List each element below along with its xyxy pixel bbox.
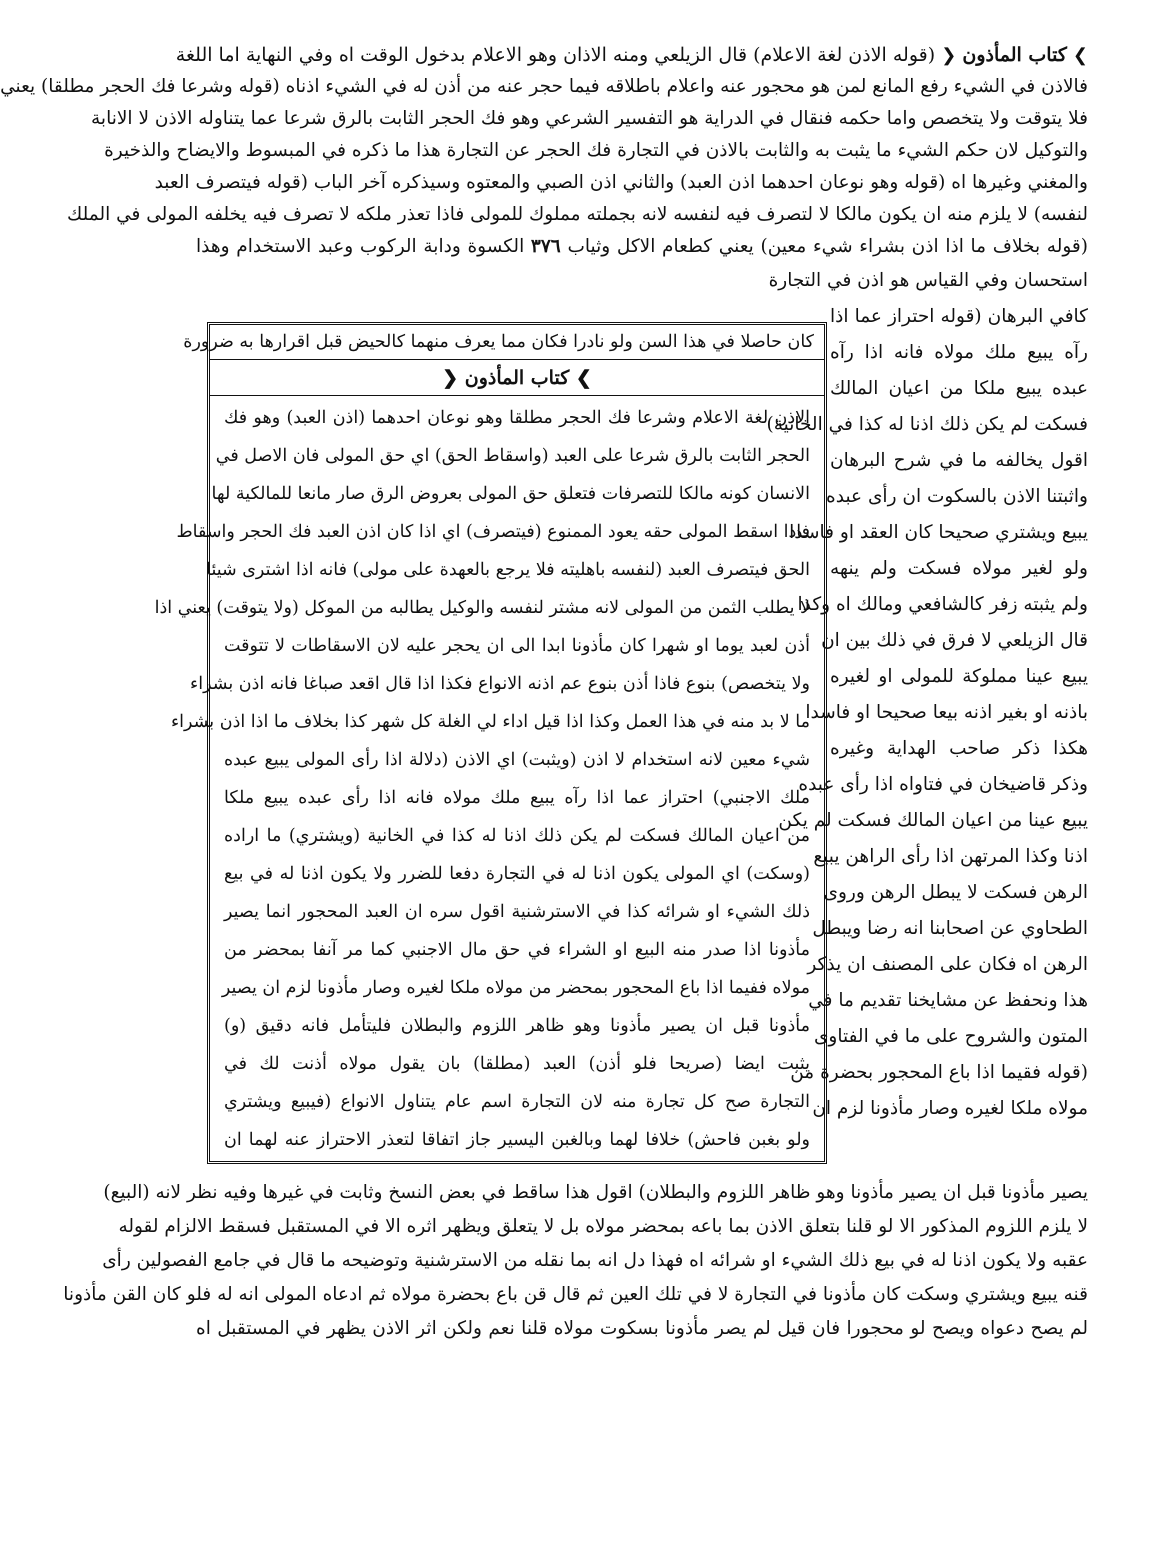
frame-line: شيء معين لانه استخدام لا اذن (ويثبت) اي الاذن (دلالة اذا رأى المولى يبيع عبده [224, 750, 810, 770]
bottom-line: عقبه ولا يكون اذنا له في بيع ذلك الشيء او شرائه اه فهذا دل انه بما نقله من الاسترشنية وتوضيحه ما قال في جامع الفصولين رأى [102, 1250, 1088, 1271]
top-line [196, 232, 1088, 262]
top-line-part: الكسوة ودابة الركوب وعبد الاستخدام وهذا [196, 236, 525, 257]
side-line: الطحاوي عن اصحابنا انه رضا ويبطل [812, 918, 1088, 939]
chapter-header-line [175, 40, 1088, 70]
side-line: هذا ونحفظ عن مشايخنا تقديم ما في [808, 990, 1088, 1011]
side-line: اقول يخالفه ما في شرح البرهان [830, 450, 1088, 471]
header-text: (قوله الاذن لغة الاعلام) قال الزيلعي ومنه الاذان وهو الاعلام بدخول الوقت اه وفي النهاية اما اللغة [175, 44, 936, 66]
side-line: استحسان وفي القياس هو اذن في التجارة [768, 270, 1088, 291]
frame-line: أذن لعبد يوما او شهرا كان مأذونا ابدا الى ان يحجر عليه لان الاسقاطات لا تتوقت [224, 636, 810, 656]
top-line: فلا يتوقت ولا يتخصص واما حكمه فنقال في الدراية هو التفسير الشرعي وهو فك الحجر الثابت بالرق شرعا عما يتناوله الاذن لا الانابة [91, 108, 1088, 129]
frame-line: من اعيان المالك فسكت لم يكن ذلك اذنا له كذا في الخانية (ويشتري) ما اراده [224, 826, 810, 846]
frame-line: الحجر الثابت بالرق شرعا على العبد (واسقاط الحق) اي حق المولى فان الاصل في [215, 446, 810, 466]
bottom-line: قنه يبيع ويشتري وسكت كان مأذونا في التجارة لا في تلك العين ثم قال قن باع بحضرة مولاه ثم ادعاه المولى انه له فلو كان القن مأذونا [63, 1284, 1088, 1305]
side-line: المتون والشروح على ما في الفتاوى [813, 1026, 1088, 1047]
top-line: والتوكيل لان حكم الشيء ما يثبت به والثابت بالاذن في التجارة فك الحجر عن التجارة هذا ما ذكره في المبسوط والايضاح والذخيرة [104, 140, 1088, 161]
frame-line: التجارة صح كل تجارة منه لان التجارة اسم عام يتناول الانواع (فيبيع ويشتري [224, 1092, 810, 1112]
frame-line: (وسكت) اي المولى يكون اذنا له في التجارة دفعا للضرر ولا يكون اذنا له في بيع [224, 864, 810, 884]
side-line: اذنا وكذا المرتهن اذا رأى الراهن يبيع [813, 846, 1088, 867]
bottom-line: لا يلزم اللزوم المذكور الا لو قلنا بتعلق الاذن بما باعه بمحضر مولاه بل لا يتعلق ويظهر اثره الا في المستقبل فسقط الالزام لقوله [118, 1216, 1088, 1237]
frame-line: ولو بغبن فاحش) خلافا لهما وبالغبن اليسير جاز اتفاقا لتعذر الاحتراز عنه لهما ان [224, 1130, 810, 1150]
top-line: والمغني وغيرها اه (قوله وهو نوعان احدهما اذن العبد) والثاني اذن الصبي والمعتوه وسيذكره آخر الباب (قوله فيتصرف العبد [154, 172, 1088, 193]
side-line: هكذا ذكر صاحب الهداية وغيره [830, 738, 1088, 759]
frame-line: الانسان كونه مالكا للتصرفات فتعلق حق المولى بعروض الرق صار مانعا للمالكية لها [211, 484, 810, 504]
frame-line: فاذا اسقط المولى حقه يعود الممنوع (فيتصرف) اي اذا كان اذن العبد فك الحجر واسقاط [176, 522, 810, 542]
side-line: (قوله فقيما اذا باع المحجور بحضرة من [790, 1062, 1088, 1083]
side-line: مولاه ملكا لغيره وصار مأذونا لزم ان [812, 1098, 1088, 1119]
main-text-frame [154, 322, 827, 1164]
frame-chapter-title [210, 361, 824, 396]
frame-line: مأذونا قبل ان يصير مأذونا وهو ظاهر اللزوم والبطلان فليتأمل فانه دقيق (و) [224, 1016, 810, 1036]
frame-head-note: كان حاصلا في هذا السن ولو نادرا فكان مما يعرف منهما كالحيض قبل اقرارها به ضرورة [210, 325, 824, 360]
frame-line: الحق فيتصرف العبد (لنفسه باهليته فلا يرجع بالعهدة على مولى) فانه اذا اشترى شيئا [206, 560, 810, 580]
frame-line: ذلك الشيء او شرائه كذا في الاسترشنية اقول سره ان العبد المحجور انما يصير [224, 902, 810, 922]
top-line: لنفسه) لا يلزم منه ان يكون مالكا لا لتصرف فيه لنفسه لانه بجملته مملوك للمولى فاذا تعذر ملكه لا تصرف فيه يخلفه المولى في الملك [67, 204, 1088, 225]
bottom-line: لم يصح دعواه ويصح لو محجورا فان قيل لم يصر مأذونا بسكوت مولاه قلنا نعم ولكن اثر الاذن يظهر في المستقبل اه [196, 1318, 1088, 1339]
ornament-right-icon: ❯ [575, 367, 592, 389]
frame-line: ما لا بد منه في هذا العمل وكذا اذا قيل اداء لي الغلة كل شهر كذا بخلاف ما اذا اذن بشراء [170, 712, 810, 732]
frame-title-text: كتاب المأذون [464, 367, 570, 389]
side-line: الرهن فسكت لا يبطل الرهن وروى [823, 882, 1088, 903]
side-line: واثبتنا الاذن بالسكوت ان رأى عبده [826, 486, 1088, 507]
bottom-line: يصير مأذونا قبل ان يصير مأذونا وهو ظاهر اللزوم والبطلان) اقول هذا ساقط في بعض النسخ وثابت في غيرها وفيه نظر لانه (البيع) [103, 1182, 1088, 1203]
ornament-left-icon: ❮ [442, 367, 459, 389]
frame-line: لا يطلب الثمن من المولى لانه مشتر لنفسه والوكيل يطالبه من الموكل (ولا يتوقت) يعني اذا [154, 598, 810, 618]
frame-line: ملك الاجنبي) احتراز عما اذا رآه يبيع ملك مولاه فانه اذا رأى عبده يبيع ملكا [224, 788, 810, 808]
frame-line: مأذونا اذا صدر منه البيع او الشراء في حق مال الاجنبي كما مر آنفا بمحضر من [224, 940, 810, 960]
side-line: قال الزيلعي لا فرق في ذلك بين ان [821, 630, 1088, 651]
top-line: فالاذن في الشيء رفع المانع لمن هو محجور عنه واعلام باطلاقه فيما حجر عنه من أذن له في الشيء اذناه (قوله وشرعا فك الحجر مطلقا) يعني [0, 76, 1088, 97]
side-line: عبده يبيع ملكا من اعيان المالك [830, 378, 1088, 399]
side-line: ولو لغير مولاه فسكت ولم ينهه [830, 558, 1088, 579]
side-line: يبيع عينا مملوكة للمولى او لغيره [830, 666, 1088, 687]
side-line: فسكت لم يكن ذلك اذنا له كذا في الخانية) [766, 414, 1088, 435]
ornament-left-icon: ❮ [941, 45, 957, 66]
frame-line: الاذن لغة الاعلام وشرعا فك الحجر مطلقا وهو نوعان احدهما (اذن العبد) وهو فك [224, 408, 810, 428]
side-line: باذنه او بغير اذنه بيعا صحيحا او فاسدا [805, 702, 1088, 723]
chapter-title: كتاب المأذون [962, 44, 1067, 66]
side-line: الرهن اه فكان على المصنف ان يذكر [807, 954, 1088, 975]
side-line: وذكر قاضيخان في فتاواه اذا رأى عبده [798, 774, 1088, 795]
side-line: يبيع ويشتري صحيحا كان العقد او فاسدا [789, 522, 1088, 543]
frame-line: ولا يتخصص) بنوع فاذا أذن بنوع عم اذنه الانواع فكذا اذا قال اقعد صباغا فانه اذن بشراء [189, 674, 810, 694]
frame-line: مولاه ففيما اذا باع المحجور بمحضر من مولاه ملكا لغيره وصار مأذونا لزم ان يصير [221, 978, 810, 998]
side-line: يبيع عينا من اعيان المالك فسكت لم يكن [778, 810, 1088, 831]
top-line-part: (قوله بخلاف ما اذا اذن بشراء شيء معين) يعني كطعام الاكل وثياب [567, 236, 1088, 257]
side-line: ولم يثبته زفر كالشافعي ومالك اه وكذا [797, 594, 1088, 615]
side-line: كافي البرهان (قوله احتراز عما اذا [830, 306, 1088, 327]
frame-line: يثبت ايضا (صريحا فلو أذن) العبد (مطلقا) بان يقول مولاه أذنت لك في [224, 1054, 810, 1074]
side-line: رآه يبيع ملك مولاه فانه اذا رآه [830, 342, 1088, 363]
page-number: ٣٧٦ [530, 236, 561, 257]
ornament-right-icon: ❯ [1072, 45, 1088, 66]
